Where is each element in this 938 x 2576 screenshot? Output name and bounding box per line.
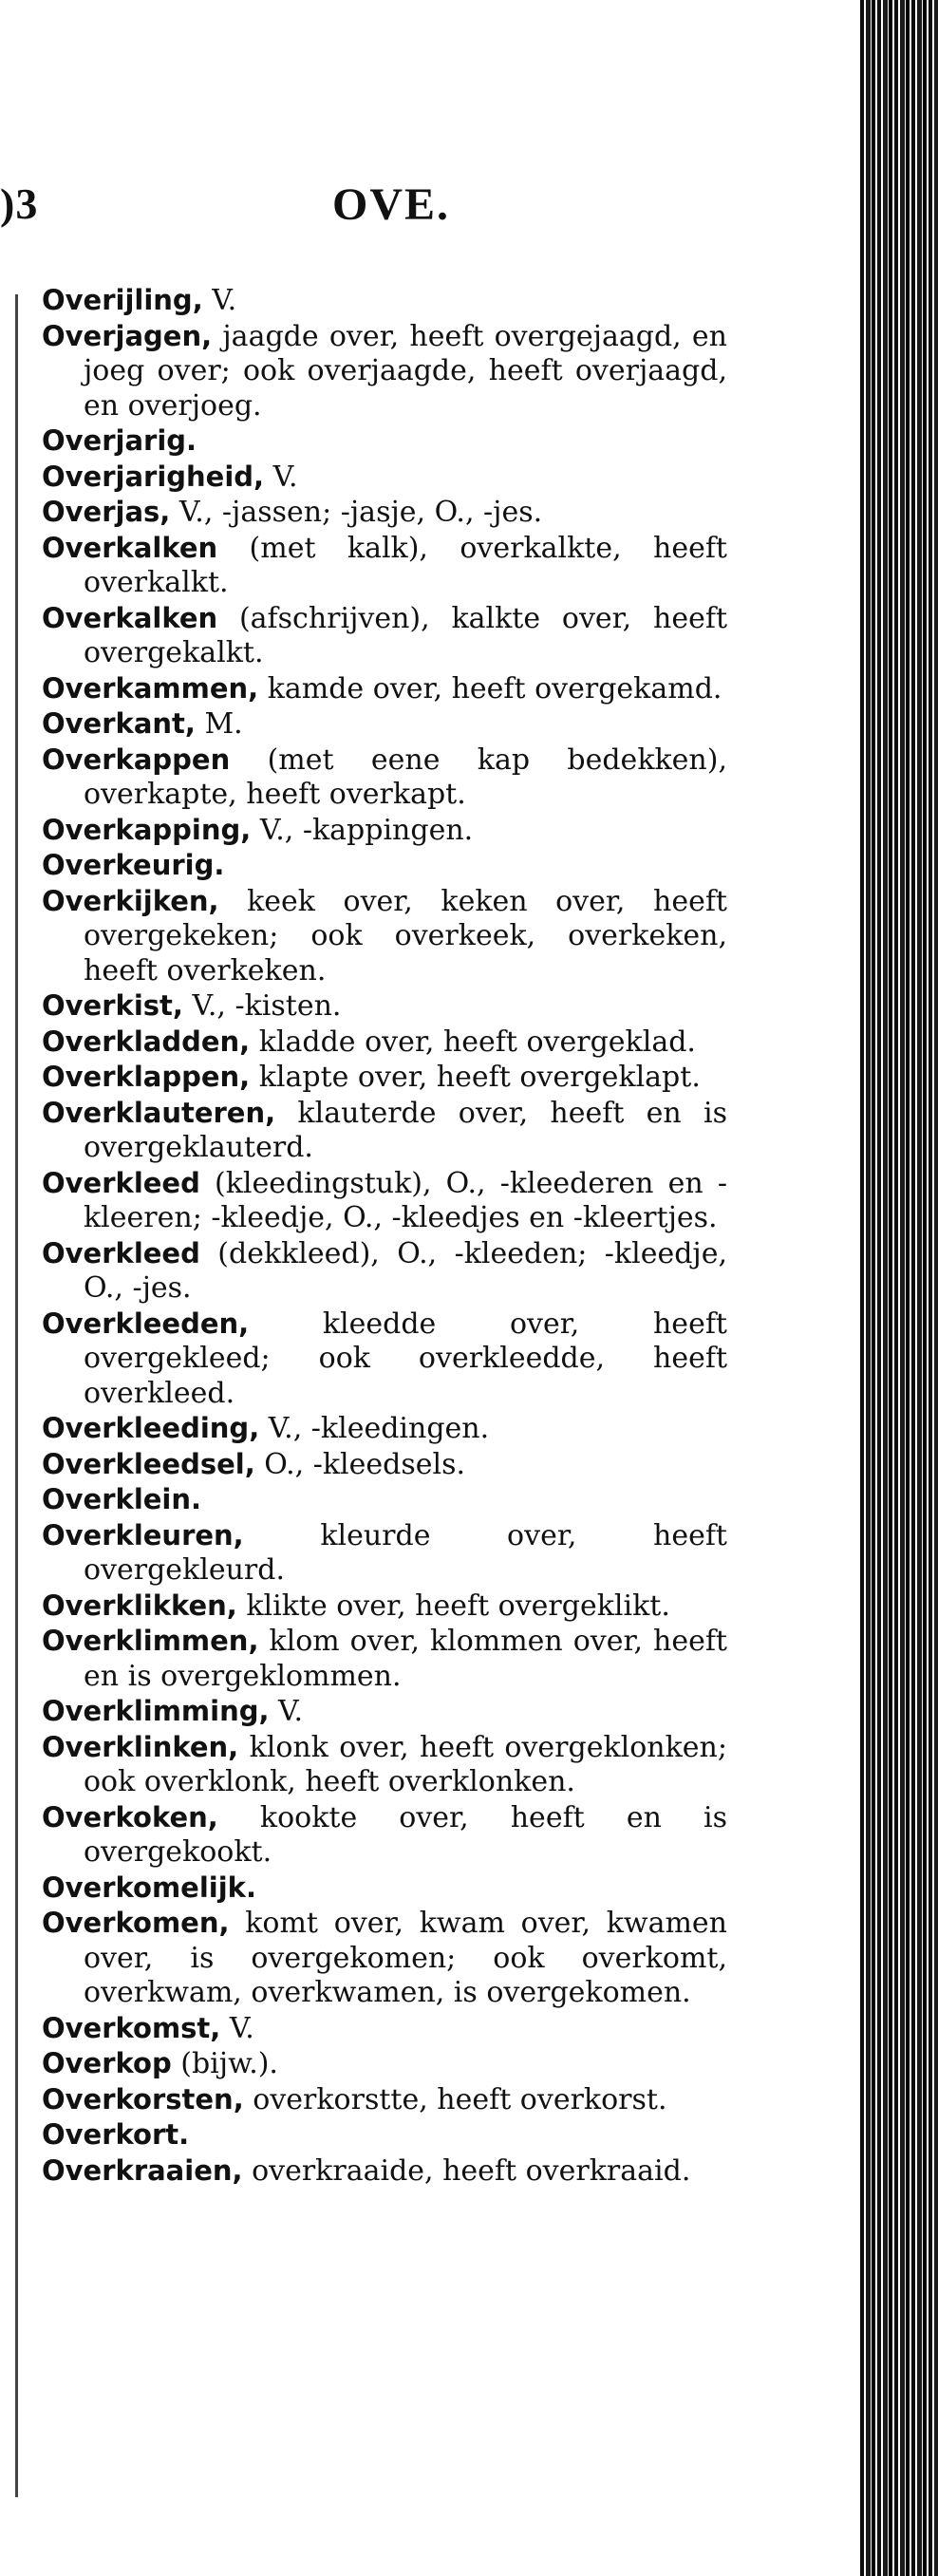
dictionary-entry [42,2153,727,2190]
entry-definition: V., -kisten. [192,989,342,1023]
dictionary-entry [42,1906,727,2011]
entry-definition: V., -jassen; -jasje, O., -jes. [178,496,543,529]
entry-definition: overkraaide, heeft overkraaid. [252,2153,691,2188]
entry-headword: Overkleuren, [42,1518,244,1551]
entry-headword: Overkleedsel, [42,1447,255,1480]
entry-headword: Overjagen, [42,319,213,352]
dictionary-entry [42,1800,727,1871]
dictionary-entry [42,319,727,424]
entry-definition: (bijw.). [180,2047,278,2080]
dictionary-entry [42,813,727,849]
dictionary-entry [42,671,727,707]
entry-definition: V., -kleedingen. [268,1412,490,1445]
dictionary-entry [42,2046,727,2082]
entry-definition: jaagde over, heeft overgejaagd, en joeg over; ook overjaagde, heeft overjaagd, en overjoeg. [84,319,727,423]
entry-definition: kookte over, heeft en is overgekookt. [84,1800,727,1869]
entry-headword: Overijling, [42,284,203,316]
entry-definition: O., -kleedsels. [264,1447,466,1481]
dictionary-entry [42,1060,727,1096]
scanned-edge-band [860,0,938,2576]
entry-headword: Overkomelijk. [42,1871,256,1904]
dictionary-entry [42,1307,727,1412]
entry-definition: komt over, kwam over, kwamen over, is overgekomen; ook overkomt, overkwam, overkwamen, is overgekomen. [84,1907,727,2009]
dictionary-entries [42,283,727,2189]
dictionary-entry [42,1096,727,1166]
dictionary-entry [42,706,727,743]
entry-definition: klauterde over, heeft en is overgeklauterd. [84,1096,727,1164]
dictionary-entry [42,495,727,531]
entry-definition: M. [204,707,243,741]
dictionary-entry [42,1482,727,1518]
entry-headword: Overklimmen, [42,1625,259,1657]
entry-headword: Overkammen, [42,671,259,705]
entry-definition: (kleedingstuk), O., -kleederen en -kleeren; -kleedje, O., -kleedjes en -kleertjes. [84,1166,727,1234]
entry-definition: kleurde over, heeft overgekleurd. [84,1518,727,1587]
entry-definition: kamde over, heeft overgekamd. [267,671,722,705]
entry-headword: Overkleed [42,1166,200,1199]
dictionary-entry [42,1589,727,1625]
dictionary-entry [42,1166,727,1236]
entry-headword: Overjas, [42,496,171,528]
entry-definition: klikte over, heeft overgeklikt. [246,1589,670,1623]
dictionary-entry [42,1694,727,1730]
dictionary-entry [42,1411,727,1447]
entry-headword: Overkist, [42,989,183,1022]
entry-definition: (met kalk), overkalkte, heeft overkalkt. [84,531,727,599]
entry-headword: Overklappen, [42,1061,251,1093]
dictionary-entry [42,1624,727,1694]
dictionary-entry [42,743,727,813]
margin-rule [15,294,18,2497]
entry-headword: Overkleeden, [42,1307,250,1340]
entry-headword: Overklimming, [42,1695,270,1727]
entry-definition: V., -kappingen. [259,813,474,847]
dictionary-entry [42,2011,727,2047]
dictionary-entry [42,460,727,496]
entry-definition: klonk over, heeft overgeklonken; ook overklonk, heeft overklonken. [84,1730,727,1798]
entry-headword: Overklikken, [42,1589,237,1622]
entry-headword: Overkalken [42,601,218,634]
dictionary-entry [42,531,727,601]
running-head: OVE. [332,179,451,230]
entry-definition: V. [212,284,237,317]
entry-headword: Overkladden, [42,1025,251,1058]
entry-headword: Overkapping, [42,813,252,846]
entry-headword: Overjarig. [42,424,197,457]
dictionary-entry [42,1025,727,1061]
entry-headword: Overklinken, [42,1730,239,1763]
page-number: )3 [0,179,39,228]
entry-headword: Overkoken, [42,1800,218,1833]
dictionary-entry [42,283,727,319]
entry-headword: Overkalken [42,531,218,564]
entry-headword: Overkomst, [42,2011,221,2044]
entry-headword: Overkappen [42,743,231,776]
entry-definition: overkorstte, heeft overkorst. [253,2082,667,2116]
entry-definition: keek over, keken over, heeft overgekeken; ook overkeek, overkeken, heeft overkeken. [84,884,727,987]
entry-definition: V. [229,2011,254,2045]
entry-definition: kleedde over, heeft overgekleed; ook overkleedde, heeft overkleed. [84,1307,727,1410]
entry-headword: Overkleeding, [42,1412,260,1444]
dictionary-entry [42,1447,727,1483]
entry-headword: Overkeurig. [42,849,225,881]
dictionary-entry [42,848,727,884]
entry-headword: Overklauteren, [42,1096,276,1129]
entry-headword: Overkop [42,2047,172,2079]
dictionary-entry [42,988,727,1025]
entry-headword: Overklein. [42,1483,202,1515]
entry-headword: Overkant, [42,707,196,740]
dictionary-entry [42,2117,727,2153]
entry-definition: (afschrijven), kalkte over, heeft overgekalkt. [84,601,727,669]
entry-headword: Overkraaien, [42,2153,243,2187]
entry-headword: Overkorsten, [42,2082,244,2115]
entry-definition: kladde over, heeft overgeklad. [258,1025,696,1059]
entry-headword: Overkijken, [42,884,219,917]
dictionary-entry [42,884,727,989]
dictionary-entry [42,1518,727,1589]
dictionary-entry [42,1236,727,1307]
entry-definition: V. [278,1695,304,1728]
dictionary-entry [42,601,727,671]
entry-definition: (dekkleed), O., -kleeden; -kleedje, O., -jes. [84,1236,727,1305]
entry-definition: klom over, klommen over, heeft en is overgeklommen. [84,1625,727,1693]
entry-headword: Overkomen, [42,1907,230,1939]
dictionary-entry [42,1730,727,1800]
entry-headword: Overkleed [42,1236,200,1269]
entry-definition: (met eene kap bedekken), overkapte, heeft overkapt. [84,743,727,811]
dictionary-entry [42,423,727,460]
entry-headword: Overkort. [42,2118,190,2151]
dictionary-entry [42,2082,727,2118]
entry-definition: V. [272,460,298,494]
dictionary-entry [42,1871,727,1907]
entry-definition: klapte over, heeft overgeklapt. [258,1061,701,1094]
entry-headword: Overjarigheid, [42,460,265,493]
